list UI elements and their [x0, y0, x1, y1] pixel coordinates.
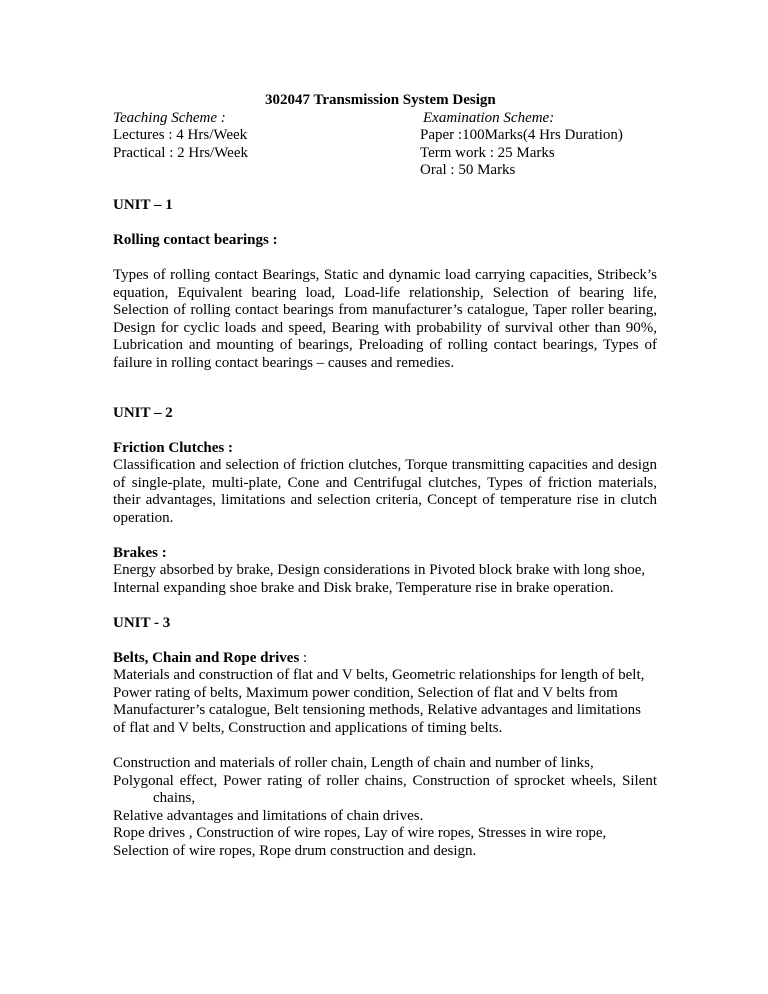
belts-line: Manufacturer’s catalogue, Belt tensioning methods, Relative advantages and limitations: [113, 702, 641, 719]
rope-text: [113, 825, 657, 860]
friction-clutches-text: Classification and selection of friction clutches, Torque transmitting capacities and design of single-plate, multi-plate, Cone and Centrifugal clutches, Types of friction materials, their advantages, limitations and selection criteria, Concept of temperature rise in clutch operation.: [113, 457, 657, 526]
belts-text: [113, 667, 657, 737]
friction-clutches-title: Friction Clutches :: [113, 440, 233, 456]
unit-1-topic-title: Rolling contact bearings :: [113, 232, 278, 248]
brakes-title: Brakes :: [113, 545, 167, 561]
chain-line: Construction and materials of roller chain, Length of chain and number of links,: [113, 755, 594, 771]
term-work-marks: Term work : 25 Marks: [420, 145, 555, 161]
rope-line: Selection of wire ropes, Rope drum construction and design.: [113, 842, 477, 859]
unit-2-heading: UNIT – 2: [113, 405, 173, 421]
belts-line: of flat and V belts, Construction and applications of timing belts.: [113, 719, 503, 736]
belts-title-colon: :: [299, 650, 308, 666]
belts-chain-rope-title-text: Belts, Chain and Rope drives: [113, 650, 300, 666]
unit-1-heading: UNIT – 1: [113, 197, 173, 213]
lectures-hours: Lectures : 4 Hrs/Week: [113, 127, 248, 143]
belts-chain-rope-title: [113, 650, 307, 668]
course-title: 302047 Transmission System Design: [265, 92, 496, 108]
teaching-scheme-label: Teaching Scheme :: [113, 110, 226, 126]
chain-text: [113, 755, 657, 825]
rope-line: Rope drives , Construction of wire ropes, Lay of wire ropes, Stresses in wire rope,: [113, 825, 607, 841]
practical-hours: Practical : 2 Hrs/Week: [113, 145, 248, 161]
chain-line: Relative advantages and limitations of chain drives.: [113, 807, 424, 824]
chain-line: Polygonal effect, Power rating of roller chains, Construction of sprocket wheels, Silent: [113, 772, 657, 789]
examination-scheme-label: Examination Scheme:: [423, 110, 555, 126]
belts-line: Materials and construction of flat and V belts, Geometric relationships for length of belt,: [113, 667, 645, 683]
unit-1-topic-text: Types of rolling contact Bearings, Static and dynamic load carrying capacities, Stribeck’s equation, Equivalent bearing load, Load-life relationship, Selection of bearing life, Selection of rolling contact bearings from manufacturer’s catalogue, Taper roller bearing, Design for cyclic loads and speed, Bearing with probability of survival other than 90%, Lubrication and mounting of bearings, Preloading of rolling contact bearings, Types of failure in rolling contact bearings – causes and remedies.: [113, 267, 657, 371]
paper-marks: Paper :100Marks(4 Hrs Duration): [420, 127, 623, 143]
brakes-text: Energy absorbed by brake, Design considerations in Pivoted block brake with long shoe, Internal expanding shoe brake and Disk brake, Temperature rise in brake operation.: [113, 562, 646, 596]
unit-3-heading: UNIT - 3: [113, 615, 171, 631]
belts-line: Power rating of belts, Maximum power condition, Selection of flat and V belts from: [113, 684, 618, 701]
oral-marks: Oral : 50 Marks: [420, 162, 516, 178]
chain-line: chains,: [153, 790, 196, 807]
